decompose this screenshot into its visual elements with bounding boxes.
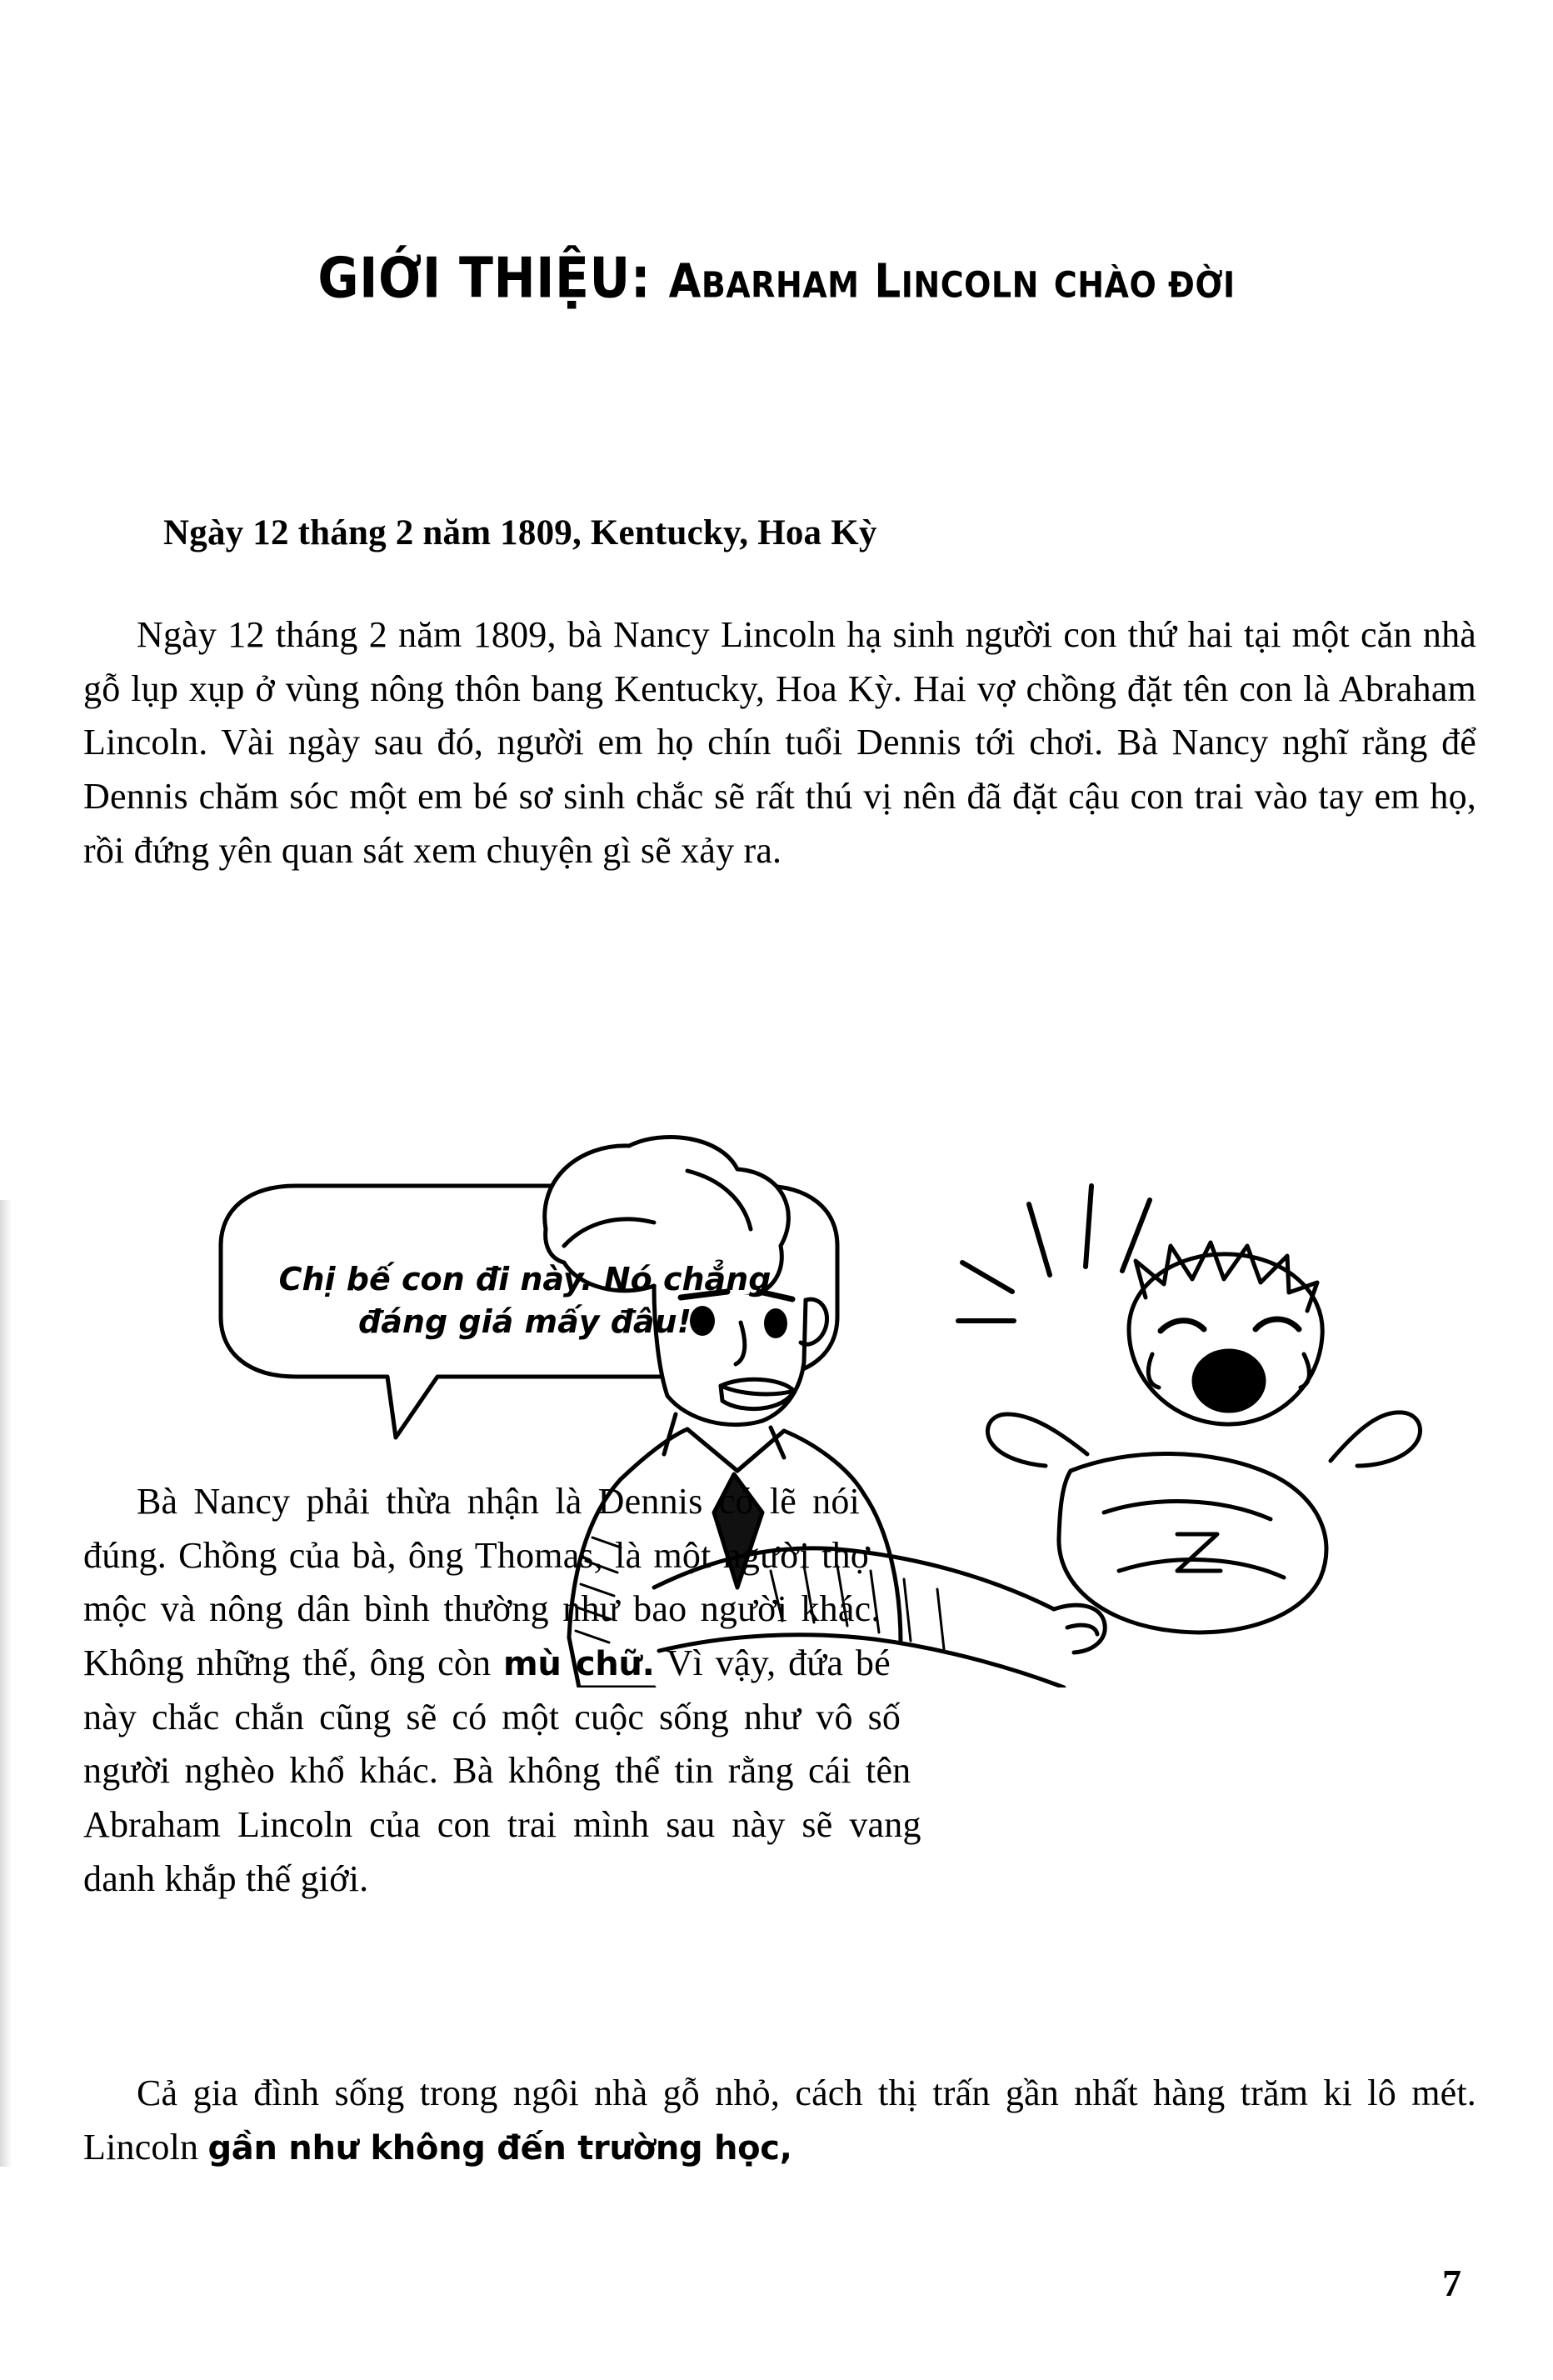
paragraph-3-emphasis: gần như không đến trường học,: [207, 2128, 792, 2168]
paragraph-1-container: [83, 608, 1476, 878]
paragraph-2-part-1: Bà Nancy phải thừa nhận là Dennis có lẽ nói đúng. Chồng của bà, ông Thomas, là một người thợ mộc và nông dân bình thường như bao người khác. Không những thế, ông còn: [83, 1481, 881, 1684]
paragraph-2-part-2: Vì vậy, đứa bé này chắc chắn cũng sẽ có một cuộc sống như vô số người nghèo khổ khác. Bà không thể tin rằng cái tên Abraham Lincoln của con trai mình sau này sẽ vang danh khắp thế giới.: [83, 1642, 921, 1899]
title-prefix: GIỚI THIỆU:: [317, 246, 652, 312]
paragraph-3-part-1: Cả gia đình sống trong ngôi nhà gỗ nhỏ, cách thị trấn gần nhất hàng trăm ki lô mét. Lincoln: [83, 2072, 1476, 2168]
paragraph-1: Ngày 12 tháng 2 năm 1809, bà Nancy Lincoln hạ sinh người con thứ hai tại một căn nhà gỗ lụp xụp ở vùng nông thôn bang Kentucky, Hoa Kỳ. Hai vợ chồng đặt tên con là Abraham Lincoln. Vài ngày sau đó, người em họ chín tuổi Dennis tới chơi. Bà Nancy nghĩ rằng để Dennis chăm sóc một em bé sơ sinh chắc sẽ rất thú vị nên đã đặt cậu con trai vào tay em họ, rồi đứng yên quan sát xem chuyện gì sẽ xảy ra.: [83, 614, 1476, 871]
speech-bubble-line-1: Chị bế con đi này. Nó chẳng: [278, 1261, 772, 1298]
illustration-text-wrap-spacer: [860, 1475, 1476, 1804]
speech-bubble-line-2: đáng giá mấy đâu!: [358, 1303, 692, 1341]
page-title: [0, 246, 1553, 311]
page-number: 7: [1442, 2262, 1461, 2304]
page-spine-shadow: [0, 1200, 12, 2167]
title-rest: ABARHAM LINCOLN CHÀO ĐỜI: [668, 254, 1236, 309]
action-lines: [958, 1186, 1150, 1321]
lead-line: Ngày 12 tháng 2 năm 1809, Kentucky, Hoa Kỳ: [163, 513, 877, 552]
paragraph-2-emphasis: mù chữ.: [503, 1645, 655, 1684]
paragraph-3: [83, 2067, 1476, 2174]
paragraph-2-container: [83, 1475, 1476, 1906]
paragraph-3-container: [83, 2067, 1476, 2174]
